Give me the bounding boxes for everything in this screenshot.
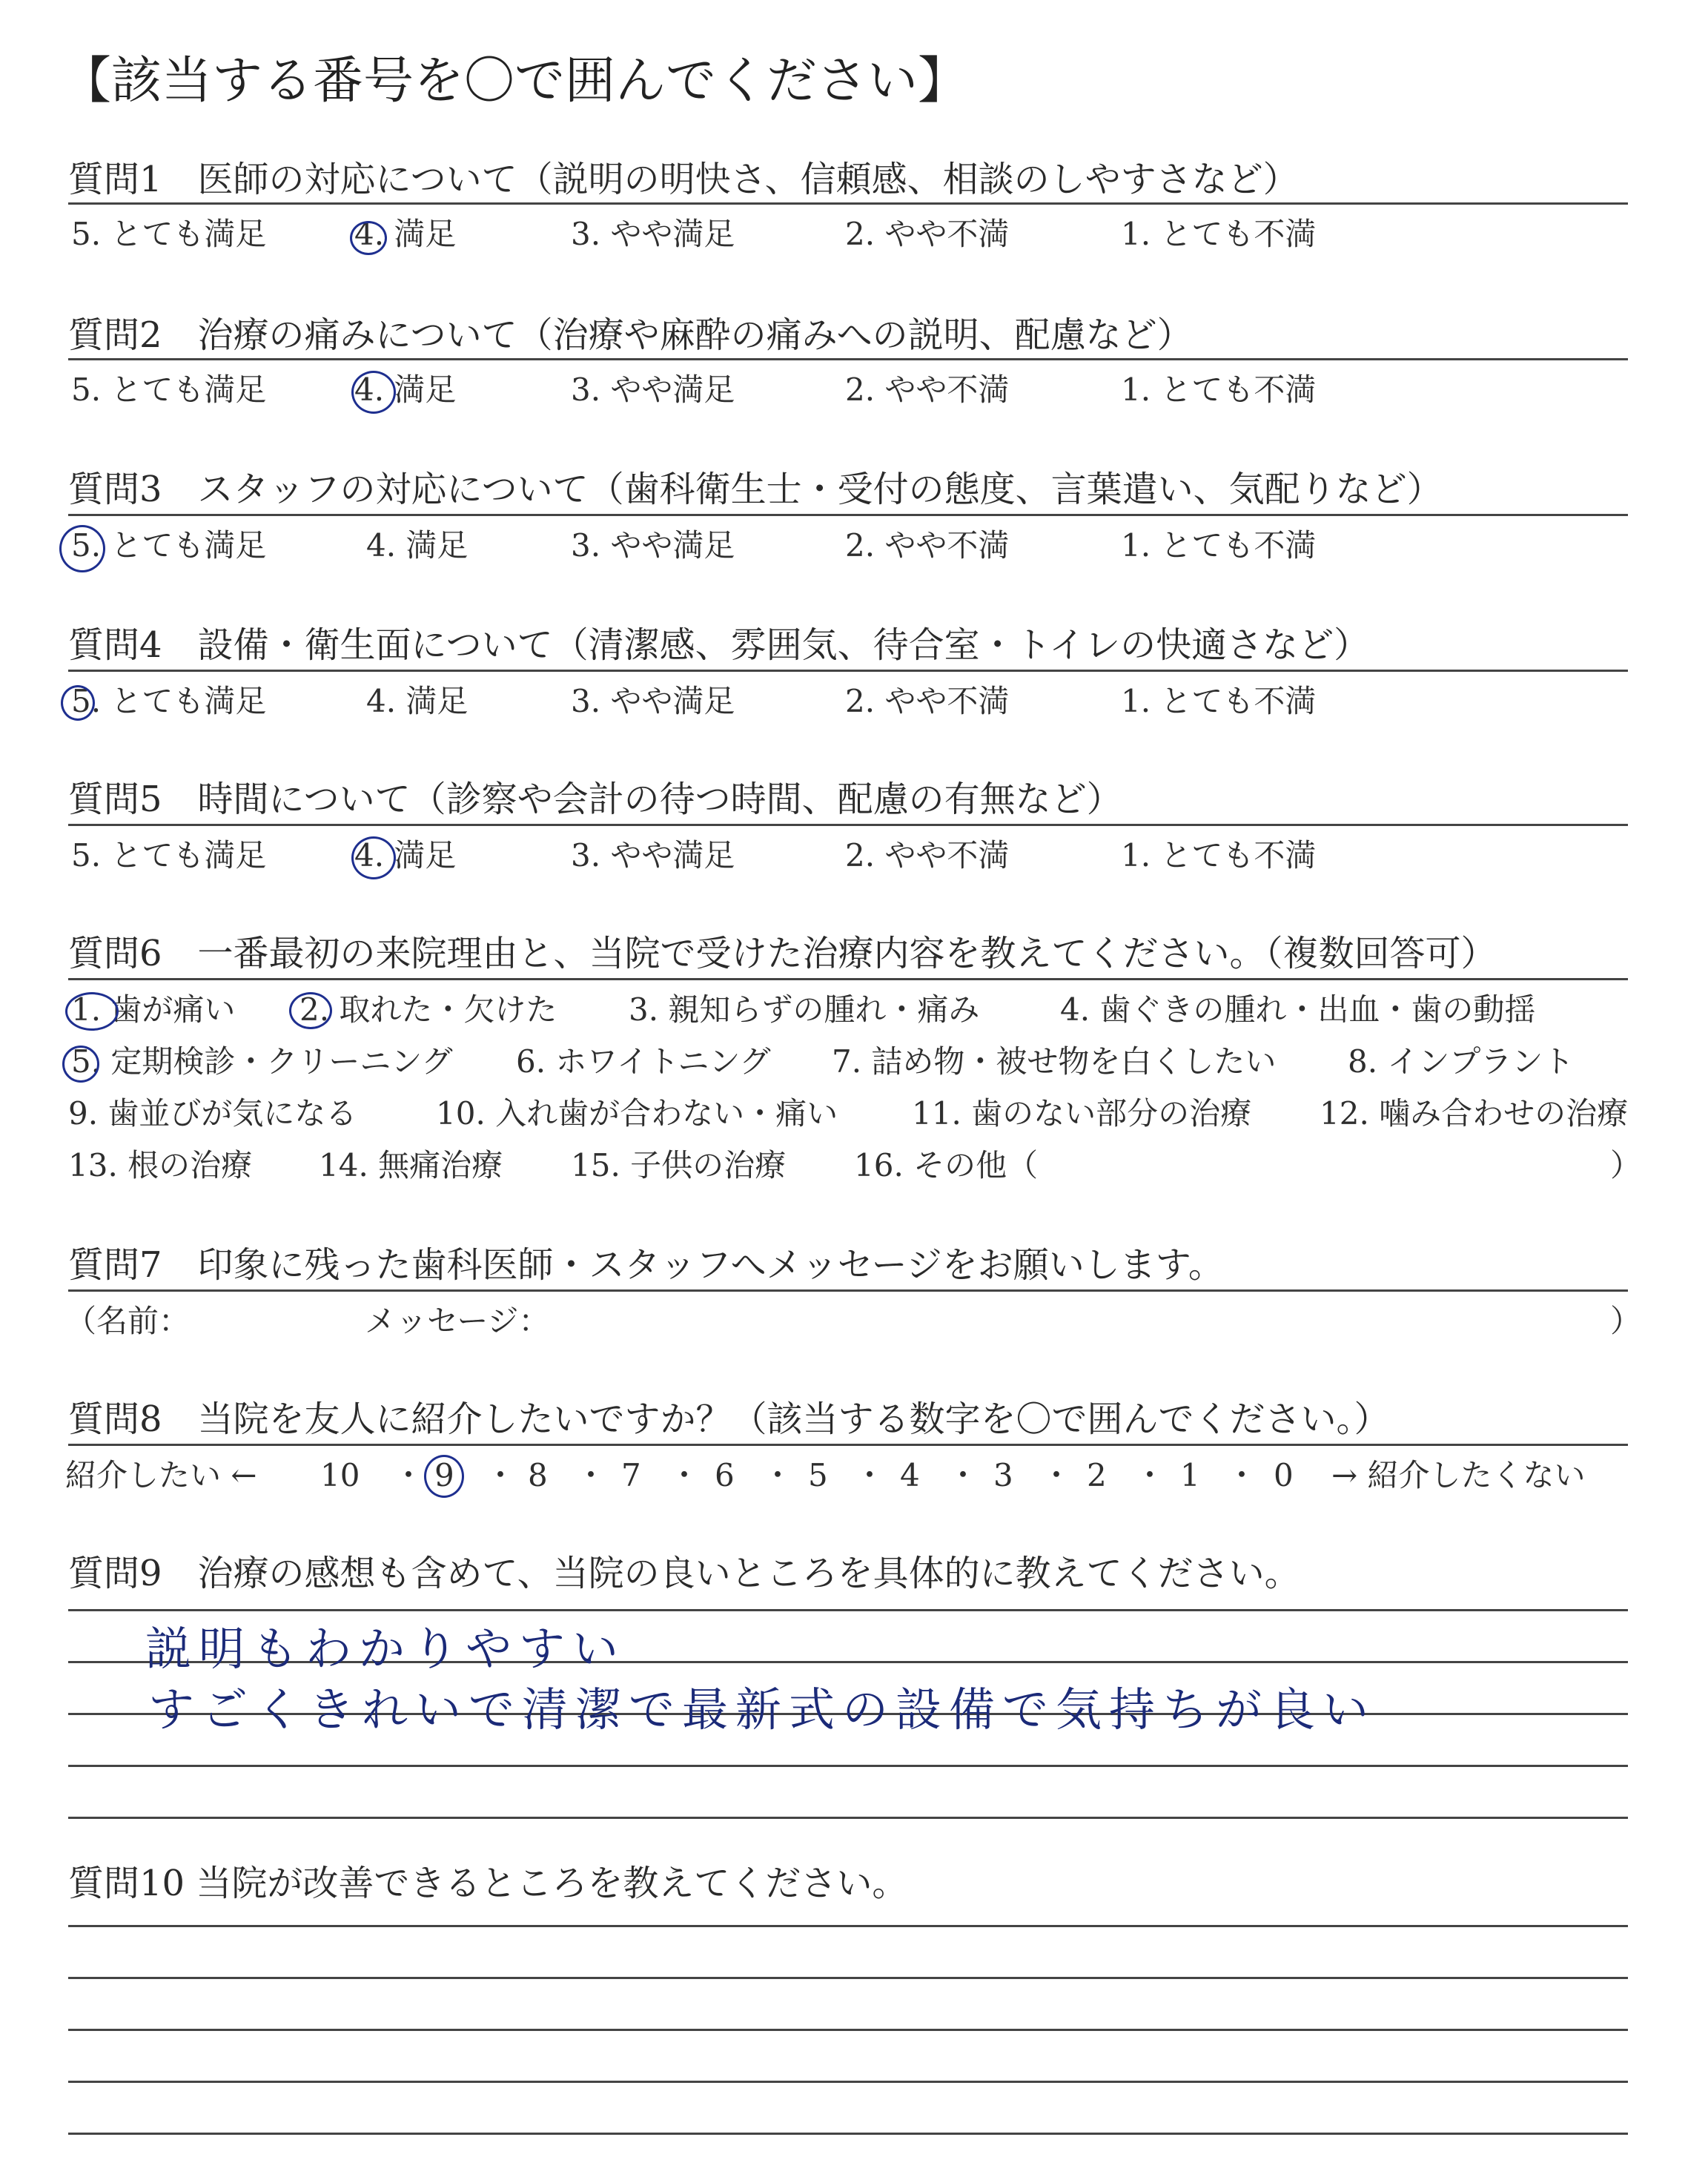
q6-other-close: ） <box>1610 1147 1642 1183</box>
q6-option-14[interactable]: 14. 無痛治療 <box>319 1147 503 1183</box>
q3-option-4[interactable]: 4. 満足 <box>366 527 469 564</box>
q8-sep: ・ <box>669 1457 701 1493</box>
q4-option-4[interactable]: 4. 満足 <box>366 683 469 719</box>
q8-sep: ・ <box>1041 1457 1073 1493</box>
q5-selected-circle <box>351 836 396 879</box>
q8-score-0[interactable]: 0 <box>1274 1457 1294 1493</box>
q8-sep: ・ <box>485 1457 517 1493</box>
q8-sep: ・ <box>762 1457 794 1493</box>
q7-close: ） <box>1610 1303 1642 1339</box>
q4-option-1[interactable]: 1. とても不満 <box>1121 683 1317 719</box>
q7-name-label: （名前： <box>65 1303 191 1339</box>
q8-sep: ・ <box>854 1457 886 1493</box>
question-3-label: 質問3 スタッフの対応について（歯科衛生士・受付の態度、言葉遣い、気配りなど） <box>68 469 1443 510</box>
q1-option-3[interactable]: 3. やや満足 <box>571 216 735 252</box>
q5-option-3[interactable]: 3. やや満足 <box>571 837 735 873</box>
q1-option-2[interactable]: 2. やや不満 <box>845 216 1010 252</box>
q9-answer-line-1: 説明もわかりやすい <box>145 1622 626 1676</box>
question-5-rule <box>68 824 1628 826</box>
question-8-rule <box>68 1444 1628 1446</box>
q5-option-2[interactable]: 2. やや不満 <box>845 837 1010 873</box>
q2-option-2[interactable]: 2. やや不満 <box>845 371 1010 408</box>
q6-option-1[interactable]: 1. 歯が痛い <box>71 991 236 1028</box>
q6-option-2[interactable]: 2. 取れた・欠けた <box>299 991 557 1028</box>
question-2-rule <box>68 358 1628 360</box>
q8-score-7[interactable]: 7 <box>621 1457 641 1493</box>
question-5-label: 質問5 時間について（診察や会計の待つ時間、配慮の有無など） <box>68 779 1122 820</box>
q3-option-5[interactable]: 5. とても満足 <box>71 527 267 564</box>
q8-score-4[interactable]: 4 <box>900 1457 920 1493</box>
q8-sep: ・ <box>1226 1457 1258 1493</box>
q8-score-8[interactable]: 8 <box>528 1457 548 1493</box>
q3-selected-circle <box>59 525 105 572</box>
q7-message-label: メッセージ： <box>365 1303 550 1339</box>
q5-option-5[interactable]: 5. とても満足 <box>71 837 267 873</box>
q6-option-8[interactable]: 8. インプラント <box>1348 1043 1575 1080</box>
q6-other-input[interactable] <box>1030 1142 1594 1186</box>
question-4-rule <box>68 670 1628 672</box>
q5-option-1[interactable]: 1. とても不満 <box>1121 837 1317 873</box>
q6-selected-circle-2 <box>289 992 332 1029</box>
q6-option-9[interactable]: 9. 歯並びが気になる <box>68 1095 357 1132</box>
q2-option-4[interactable]: 4. 満足 <box>354 371 457 408</box>
q8-sep: ・ <box>575 1457 607 1493</box>
question-8-label: 質問8 当院を友人に紹介したいですか？（該当する数字を〇で囲んでください。） <box>68 1398 1390 1440</box>
q3-option-3[interactable]: 3. やや満足 <box>571 527 735 564</box>
q1-option-1[interactable]: 1. とても不満 <box>1121 216 1317 252</box>
q8-left-label: 紹介したい ← <box>65 1457 257 1493</box>
q6-option-3[interactable]: 3. 親知らずの腫れ・痛み <box>629 991 980 1028</box>
q2-option-3[interactable]: 3. やや満足 <box>571 371 735 408</box>
q4-option-2[interactable]: 2. やや不満 <box>845 683 1010 719</box>
question-3-rule <box>68 514 1628 516</box>
q3-option-1[interactable]: 1. とても不満 <box>1121 527 1317 564</box>
q4-option-3[interactable]: 3. やや満足 <box>571 683 735 719</box>
q8-score-9[interactable]: 9 <box>434 1457 454 1493</box>
q2-selected-circle <box>351 371 396 414</box>
question-1-rule <box>68 202 1628 205</box>
q8-score-6[interactable]: 6 <box>715 1457 735 1493</box>
q6-option-4[interactable]: 4. 歯ぐきの腫れ・出血・歯の動揺 <box>1060 991 1536 1028</box>
question-1-label: 質問1 医師の対応について（説明の明快さ、信頼感、相談のしやすさなど） <box>68 159 1299 200</box>
q6-selected-circle-1 <box>65 992 119 1031</box>
q1-option-4[interactable]: 4. 満足 <box>354 216 457 252</box>
q7-name-input[interactable] <box>178 1298 356 1342</box>
q9-answer-area[interactable] <box>68 1609 1628 1817</box>
q10-answer-area[interactable] <box>68 1925 1628 2133</box>
q3-option-2[interactable]: 2. やや不満 <box>845 527 1010 564</box>
page-title: 【該当する番号を〇で囲んでください】 <box>61 52 969 110</box>
q1-option-5[interactable]: 5. とても満足 <box>71 216 267 252</box>
question-7-label: 質問7 印象に残った歯科医師・スタッフへメッセージをお願いします。 <box>68 1244 1224 1286</box>
q7-message-input[interactable] <box>563 1298 1586 1342</box>
q1-selected-circle <box>350 221 387 255</box>
q10-writing-line <box>68 2133 1628 2135</box>
q6-option-15[interactable]: 15. 子供の治療 <box>571 1147 787 1183</box>
q6-option-5[interactable]: 5. 定期検診・クリーニング <box>71 1043 453 1080</box>
question-2-label: 質問2 治療の痛みについて（治療や麻酔の痛みへの説明、配慮など） <box>68 314 1193 356</box>
question-10-label: 質問10 当院が改善できるところを教えてください。 <box>68 1863 908 1904</box>
question-7-rule <box>68 1289 1628 1292</box>
q8-sep: ・ <box>947 1457 979 1493</box>
q6-option-13[interactable]: 13. 根の治療 <box>68 1147 253 1183</box>
q8-score-10[interactable]: 10 <box>320 1457 360 1493</box>
q8-score-3[interactable]: 3 <box>993 1457 1013 1493</box>
q6-option-12[interactable]: 12. 噛み合わせの治療 <box>1320 1095 1629 1132</box>
q2-option-1[interactable]: 1. とても不満 <box>1121 371 1317 408</box>
q8-sep: ・ <box>1134 1457 1166 1493</box>
q8-selected-circle <box>424 1455 464 1498</box>
q8-score-1[interactable]: 1 <box>1180 1457 1200 1493</box>
q6-option-11[interactable]: 11. 歯のない部分の治療 <box>912 1095 1252 1132</box>
q6-selected-circle-5 <box>62 1046 99 1083</box>
q4-option-5[interactable]: 5. とても満足 <box>71 683 267 719</box>
question-6-rule <box>68 978 1628 980</box>
question-4-label: 質問4 設備・衛生面について（清潔感、雰囲気、待合室・トイレの快適さなど） <box>68 624 1370 666</box>
q6-option-7[interactable]: 7. 詰め物・被せ物を白くしたい <box>832 1043 1277 1080</box>
q8-sep: ・ <box>393 1457 425 1493</box>
q6-option-16[interactable]: 16. その他（ <box>854 1147 1039 1183</box>
q6-option-10[interactable]: 10. 入れ歯が合わない・痛い <box>436 1095 838 1132</box>
question-6-label: 質問6 一番最初の来院理由と、当院で受けた治療内容を教えてください。（複数回答可） <box>68 933 1497 974</box>
question-9-label: 質問9 治療の感想も含めて、当院の良いところを具体的に教えてください。 <box>68 1553 1300 1594</box>
q8-score-5[interactable]: 5 <box>808 1457 828 1493</box>
q6-option-6[interactable]: 6. ホワイトニング <box>516 1043 771 1080</box>
q8-right-label: → 紹介したくない <box>1331 1457 1586 1493</box>
q9-answer-line-2: すごくきれいで清潔で最新式の設備で気持ちが良い <box>148 1682 1377 1737</box>
q5-option-4[interactable]: 4. 満足 <box>354 837 457 873</box>
q8-score-2[interactable]: 2 <box>1087 1457 1107 1493</box>
q4-selected-circle <box>61 685 95 721</box>
q9-writing-line <box>68 1817 1628 1819</box>
q2-option-5[interactable]: 5. とても満足 <box>71 371 267 408</box>
